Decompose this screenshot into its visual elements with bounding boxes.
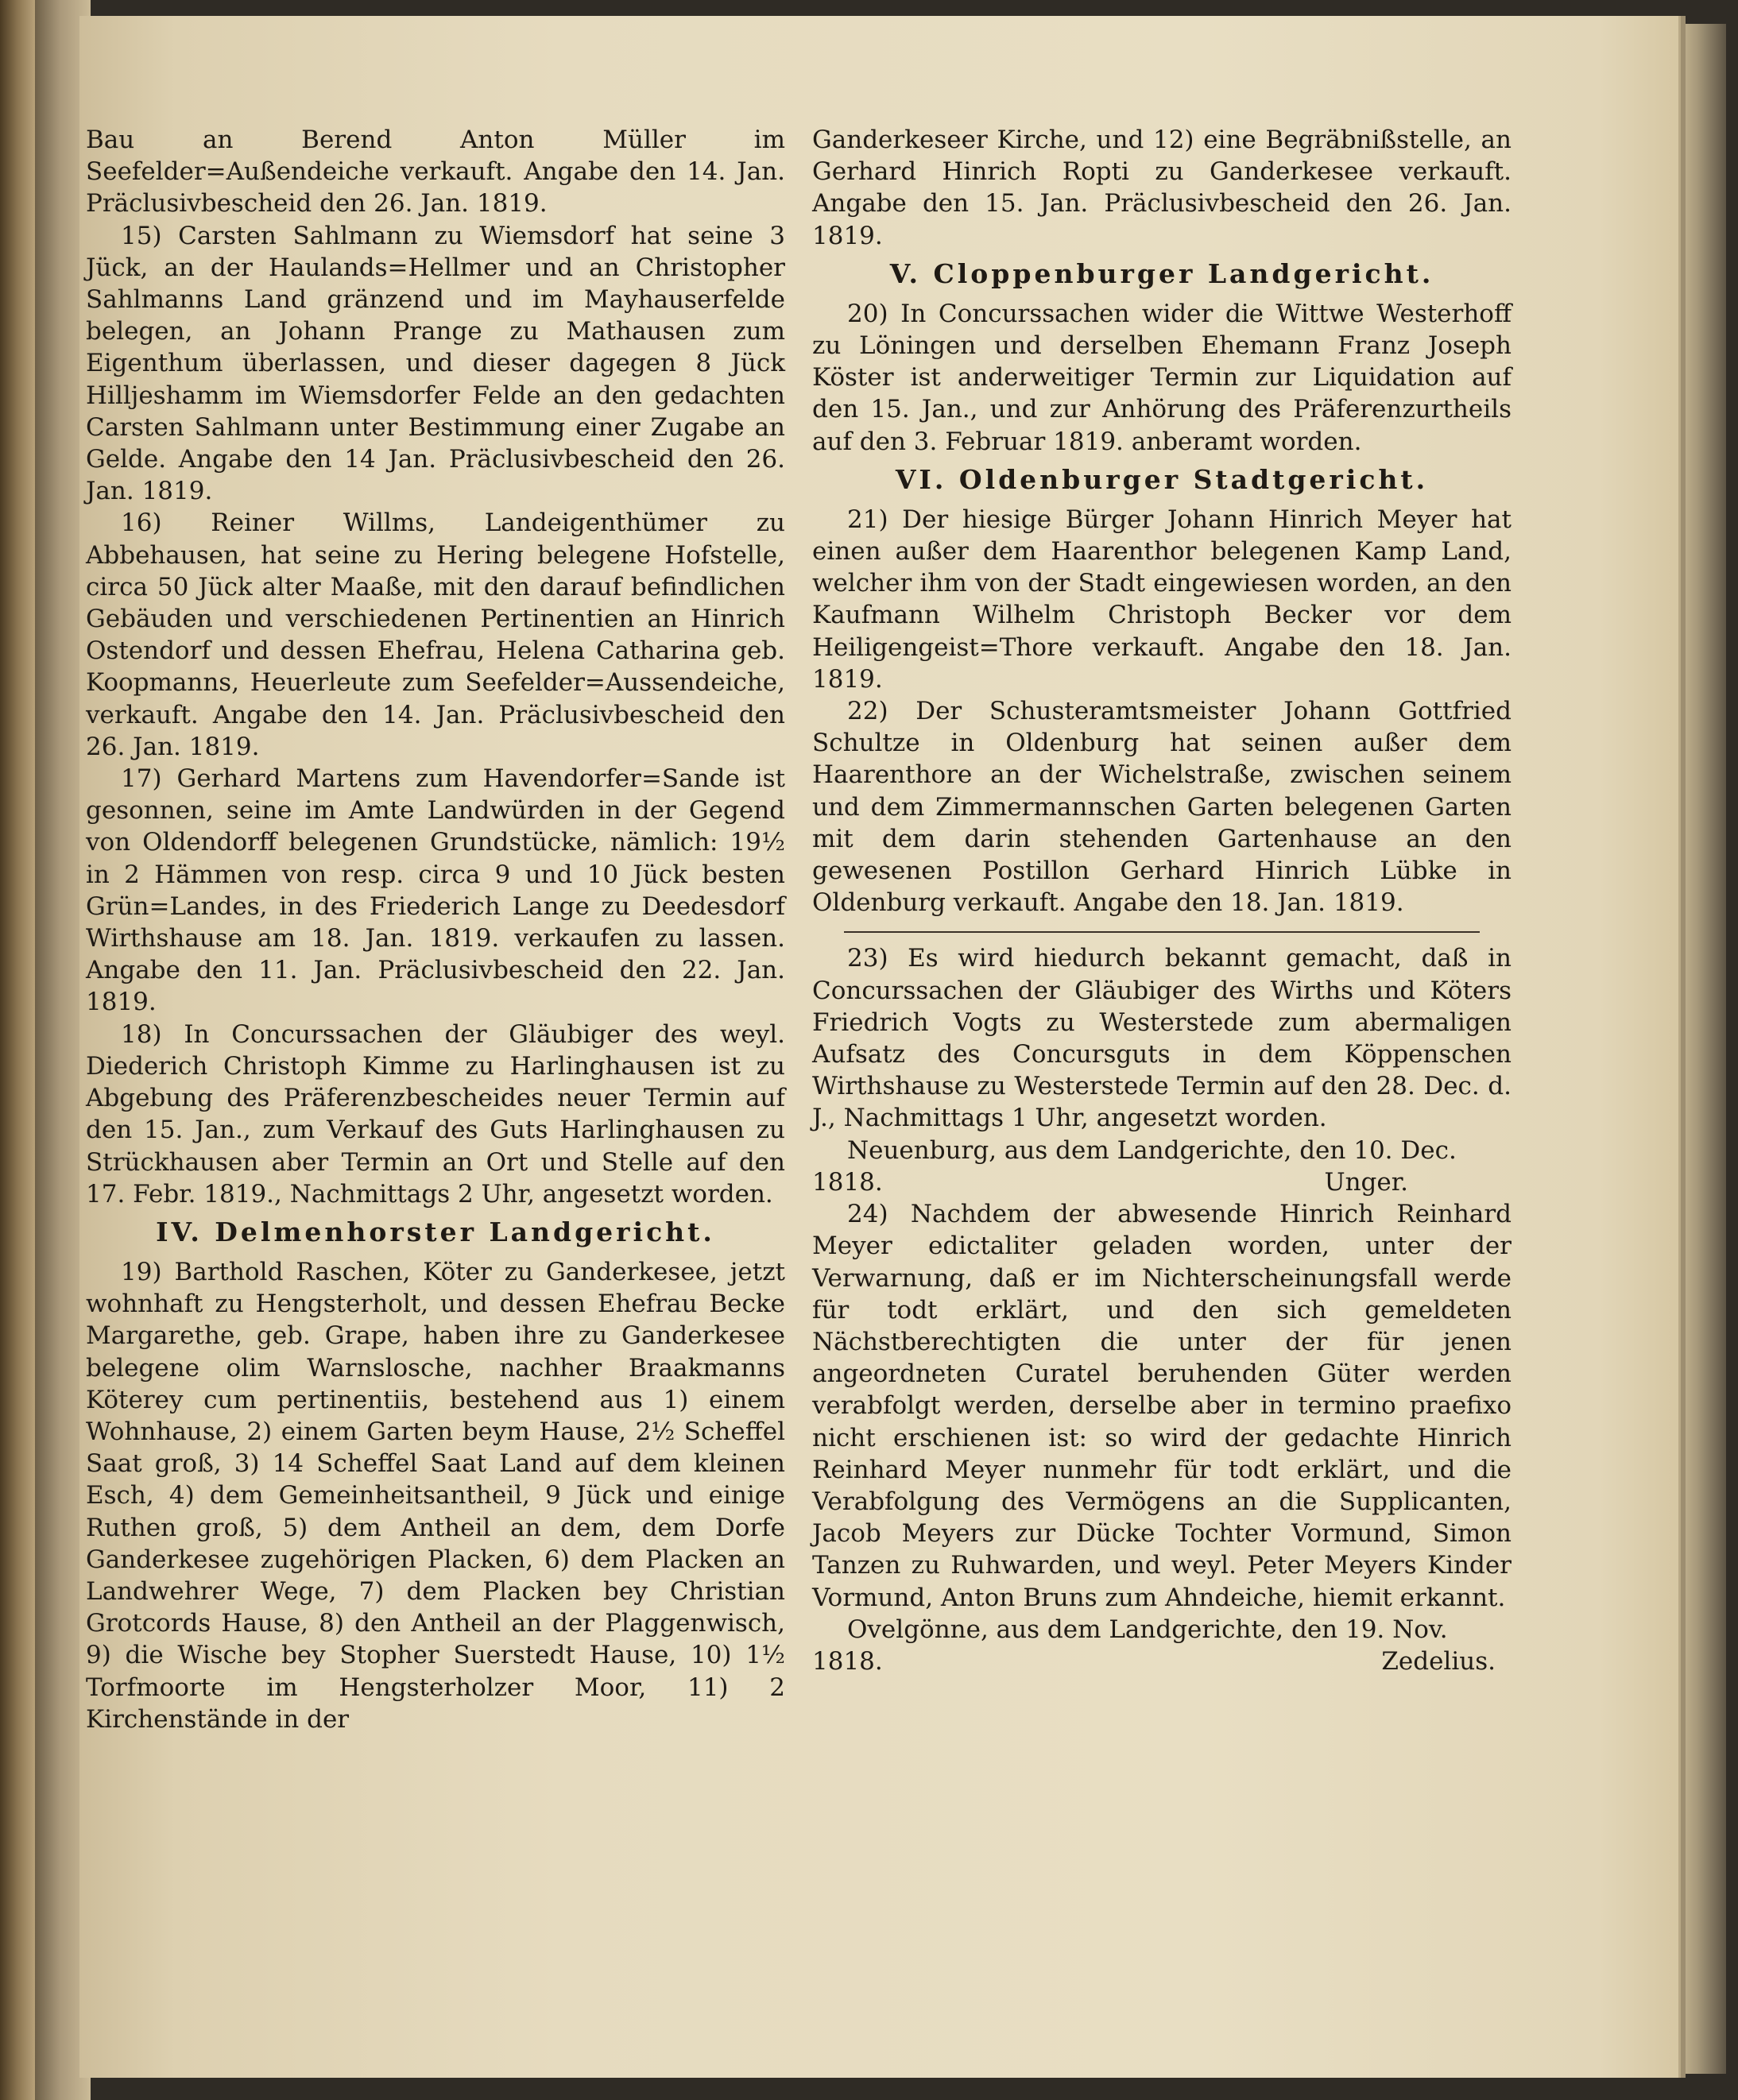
paragraph-23-signature: Unger. bbox=[1324, 1167, 1408, 1197]
paragraph-20: 20) In Concurssachen wider die Wittwe Westerhoff zu Löningen und derselben Ehemann Franz Joseph Köster ist anderweitiger Termin zur Liquidation auf den 15. Jan., und zur Anhörung des Präferenzurtheils auf den 3. Februar 1819. anberamt worden. bbox=[812, 299, 1512, 456]
section-heading-vi: VI. Oldenburger Stadtgericht. bbox=[895, 463, 1429, 495]
paragraph-24-signature-line bbox=[812, 1646, 1512, 1677]
paragraph-23-place-date: Neuenburg, aus dem Landgerichte, den 10. Dec. bbox=[847, 1135, 1457, 1165]
paragraph-23-signature-line bbox=[812, 1166, 1512, 1198]
paragraph-17: 17) Gerhard Martens zum Havendorfer=Sande ist gesonnen, seine im Amte Landwürden in der Gegend von Oldendorff belegenen Grundstücke, nämlich: 19½ in 2 Hämmen von resp. circa 9 und 10 Jück besten Grün=Landes, in des Friederich Lange zu Deedesdorf Wirthshause am 18. Jan. 1819. verkaufen zu lassen. Angabe den 11. Jan. Präclusivbescheid den 22. Jan. 1819. bbox=[86, 764, 785, 1017]
paragraph-19: 19) Barthold Raschen, Köter zu Ganderkesee, jetzt wohnhaft zu Hengsterholt, und dessen Ehefrau Becke Margarethe, geb. Grape, haben ihre zu Ganderkesee belegene olim Warnslosche, nachher Braakmanns Köterey cum pertinentiis, bestehend aus 1) einem Wohnhause, 2) einem Garten beym Hause, 2½ Scheffel Saat groß, 3) 14 Scheffel Saat Land auf dem kleinen Esch, 4) dem Gemeinheitsantheil, 9 Jück und einige Ruthen groß, 5) dem Antheil an dem, dem Dorfe Ganderkesee zugehörigen Placken, 6) dem Placken an Landwehrer Wege, 7) dem Placken bey Christian Grotcords Hause, 8) den Antheil an der Plaggenwisch, 9) die Wische bey Stopher Suerstedt Hause, 10) 1½ Torfmoorte im Hengsterholzer Moor, 11) 2 Kirchenstände in der bbox=[86, 1257, 785, 1734]
paragraph-14-continued: Bau an Berend Anton Müller im Seefelder=Außendeiche verkauft. Angabe den 14. Jan. Präclusivbescheid den 26. Jan. 1819. bbox=[86, 126, 785, 219]
paragraph-15: 15) Carsten Sahlmann zu Wiemsdorf hat seine 3 Jück, an der Haulands=Hellmer und an Christopher Sahlmanns Land gränzend und im Mayhauserfelde belegen, an Johann Prange zu Mathausen zum Eigenthum überlassen, und dieser dagegen 8 Jück Hilljeshamm im Wiemsdorfer Felde an den gedachten Carsten Sahlmann unter Bestimmung einer Zugabe an Gelde. Angabe den 14 Jan. Präclusivbescheid den 26. Jan. 1819. bbox=[86, 221, 785, 506]
section-heading-iv: IV. Delmenhorster Landgericht. bbox=[156, 1216, 715, 1247]
paragraph-16: 16) Reiner Willms, Landeigenthümer zu Abbehausen, hat seine zu Hering belegene Hofstelle, circa 50 Jück alter Maaße, mit den darauf befindlichen Gebäuden und verschiedenen Pertinentien an Hinrich Ostendorf und dessen Ehefrau, Helena Catharina geb. Koopmanns, Heuerleute zum Seefelder=Aussendeiche, verkauft. Angabe den 14. Jan. Präclusivbescheid den 26. Jan. 1819. bbox=[86, 509, 785, 761]
section-divider bbox=[844, 931, 1480, 933]
paragraph-23: 23) Es wird hiedurch bekannt gemacht, daß in Concurssachen der Gläubiger des Wirths und Köters Friedrich Vogts zu Westerstede zum abermaligen Aufsatz des Concursguts in dem Köppenschen Wirthshause zu Westerstede Termin auf den 28. Dec. d. J., Nachmittags 1 Uhr, angesetzt worden. bbox=[812, 944, 1512, 1133]
left-column bbox=[86, 124, 785, 1735]
left-page-edge bbox=[0, 0, 35, 2100]
paragraph-24: 24) Nachdem der abwesende Hinrich Reinhard Meyer edictaliter geladen worden, unter der Verwarnung, daß er im Nichterscheinungsfall werde für todt erklärt, und den sich gemeldeten Nächstberechtigten die unter der für jenen angeordneten Curatel beruhenden Güter werden verabfolgt werden, derselbe aber in termino praefixo nicht erschienen ist: so wird der gedachte Hinrich Reinhard Meyer nunmehr für todt erklärt, und die Verabfolgung des Vermögens an die Supplicanten, Jacob Meyers zur Dücke Tochter Vormund, Simon Tanzen zu Ruhwarden, und weyl. Peter Meyers Kinder Vormund, Anton Bruns zum Ahndeiche, hiemit erkannt. bbox=[812, 1200, 1512, 1612]
section-heading-v: V. Cloppenburger Landgericht. bbox=[889, 257, 1434, 289]
paragraph-23-year: 1818. bbox=[812, 1167, 883, 1197]
paragraph-22: 22) Der Schusteramtsmeister Johann Gottfried Schultze in Oldenburg hat seinen außer dem Haarenthore an der Wichelstraße, zwischen seinem und dem Zimmermannschen Garten belegenen Garten mit dem darin stehenden Gartenhause an den gewesenen Postillon Gerhard Hinrich Lübke in Oldenburg verkauft. Angabe den 18. Jan. 1819. bbox=[812, 697, 1512, 918]
paragraph-24-year: 1818. bbox=[812, 1646, 883, 1676]
paragraph-24-signature: Zedelius. bbox=[1381, 1646, 1496, 1676]
paragraph-18: 18) In Concurssachen der Gläubiger des weyl. Diederich Christoph Kimme zu Harlinghausen ist zu Abgebung des Präferenzbescheides neuer Termin auf den 15. Jan., zum Verkauf des Guts Harlinghausen zu Strückhausen aber Termin an Ort und Stelle auf den 17. Febr. 1819., Nachmittags 2 Uhr, angesetzt worden. bbox=[86, 1019, 785, 1209]
paragraph-24-place-date: Ovelgönne, aus dem Landgerichte, den 19. Nov. bbox=[847, 1615, 1448, 1644]
paragraph-21: 21) Der hiesige Bürger Johann Hinrich Meyer hat einen außer dem Haarenthor belegenen Kamp Land, welcher ihm von der Stadt eingewiesen worden, an den Kaufmann Wilhelm Christoph Becker vor dem Heiligengeist=Thore verkauft. Angabe den 18. Jan. 1819. bbox=[812, 505, 1512, 694]
right-column bbox=[812, 124, 1512, 1677]
paragraph-19-continued: Ganderkeseer Kirche, und 12) eine Begräbnißstelle, an Gerhard Hinrich Ropti zu Ganderkesee verkauft. Angabe den 15. Jan. Präclusivbescheid den 26. Jan. 1819. bbox=[812, 126, 1512, 250]
page-stack-edge bbox=[1678, 24, 1726, 2074]
